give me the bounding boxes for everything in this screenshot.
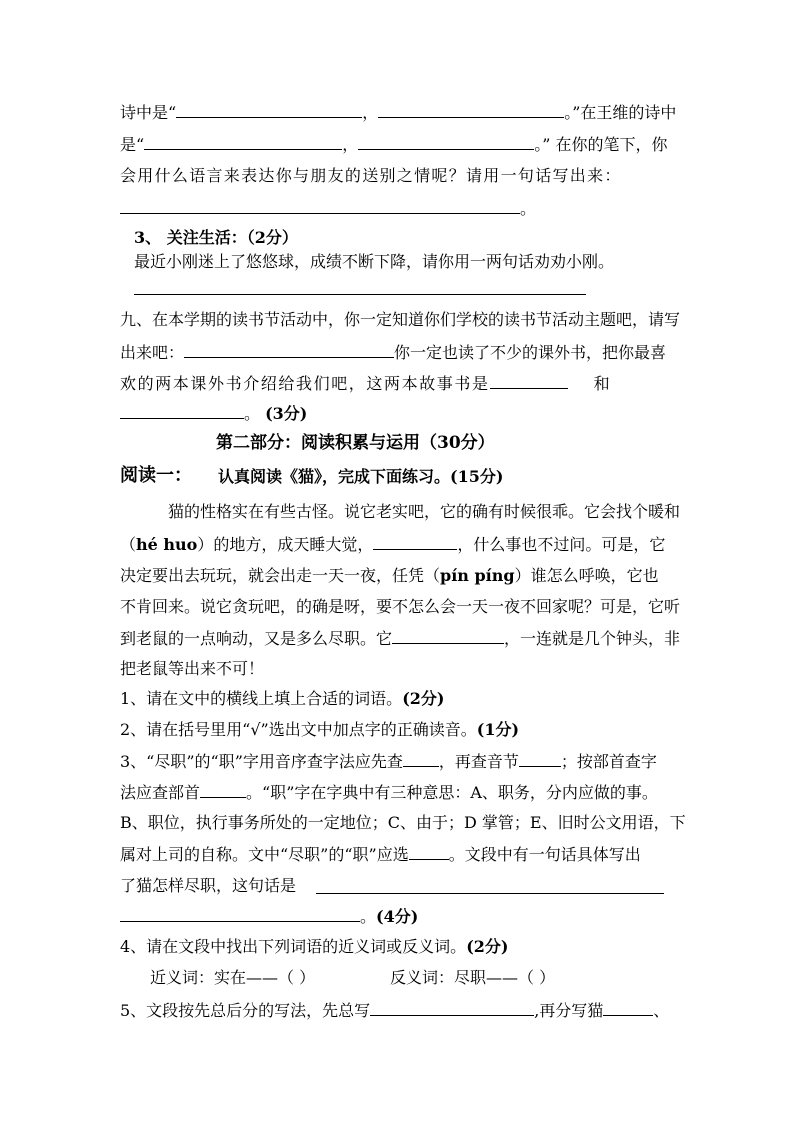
passage-line6: 把老鼠等出来不可！ — [120, 659, 265, 678]
answer-line[interactable] — [134, 294, 586, 295]
question-4-synonym: 近义词：实在——（ ） — [150, 968, 316, 987]
q8-line3: 会用什么语言来表达你与朋友的送别之情呢？请用一句话写出来： — [120, 166, 622, 185]
text: 、 — [653, 1001, 670, 1020]
text: 九、在本学期的读书节活动中，你一定知道你们学校的读书节活动主题吧，请写 — [120, 310, 681, 329]
answer-blank[interactable] — [370, 1000, 534, 1016]
score: (4分) — [376, 907, 419, 926]
text: ，什么事也不过问。可是，它 — [457, 535, 666, 554]
answer-blank[interactable] — [120, 906, 360, 922]
text: ；按部首查字 — [560, 752, 657, 771]
text: 。 — [520, 199, 537, 218]
text: ,再分写猫 — [534, 1001, 604, 1020]
q9-line3 — [120, 373, 611, 394]
score: (3分) — [265, 404, 308, 423]
text: ， — [362, 103, 379, 122]
q8-line4 — [120, 198, 536, 219]
passage-line3 — [120, 566, 659, 586]
text: ）谁怎么呼唤，它也 — [514, 566, 659, 585]
answer-blank[interactable] — [409, 844, 449, 860]
text: ，一连就是几个钟头，非 — [504, 629, 681, 648]
text: 出来吧： — [120, 343, 185, 362]
question-4-antonym: 反义词：尽职——（ ） — [390, 968, 556, 987]
passage-line1: 猫的性格实在有些古怪。说它老实吧，它的确有时候很乖。它会找个暖和 — [168, 502, 681, 521]
answer-blank[interactable] — [200, 782, 246, 798]
q9-line4 — [120, 403, 307, 424]
question-5 — [120, 1000, 669, 1021]
q3-text: 最近小刚迷上了悠悠球，成绩不断下降，请你用一两句话劝劝小刚。 — [134, 252, 615, 271]
reading1-instruction: 认真阅读《猫》，完成下面练习。(15分) — [218, 467, 504, 486]
text: 诗中是“ — [120, 103, 177, 122]
text: ）的地方，成天睡大觉， — [197, 535, 374, 554]
passage-line4: 不肯回来。说它贪玩吧，的确是呀，要不怎么会一天一夜不回家呢？可是，它听 — [120, 597, 681, 616]
question-3-line2 — [120, 782, 658, 803]
question-3-line5 — [120, 876, 296, 896]
text: 决定要出去玩玩，就会出走一天一夜，任凭（ — [120, 566, 441, 585]
text: 了猫怎样尽职，这句话是 — [120, 876, 297, 895]
text: 。 — [360, 907, 377, 926]
text: 4、请在文段中找出下列词语的近义词或反义词。 — [120, 937, 467, 956]
question-3-line4 — [120, 844, 641, 865]
answer-blank[interactable] — [144, 134, 342, 150]
q9-line1 — [120, 310, 680, 330]
text: 你一定也读了不少的课外书，把你最喜 — [394, 343, 667, 362]
score: (2分) — [466, 937, 509, 956]
passage-line5 — [120, 628, 680, 649]
text: 1、请在文中的横线上填上合适的词语。 — [120, 689, 403, 708]
answer-blank[interactable] — [176, 102, 362, 118]
text: ， — [342, 135, 359, 154]
text: 。 — [244, 404, 266, 423]
text: 。”在王维的诗中 — [564, 103, 677, 122]
text: ，再查音节 — [438, 752, 519, 771]
answer-blank[interactable] — [373, 534, 457, 550]
answer-blank[interactable] — [120, 403, 244, 419]
pinyin-hehuo: hé huo — [136, 535, 198, 554]
text: 5、文段按先总后分的写法，先总写 — [120, 1001, 371, 1020]
score: (1分) — [476, 720, 520, 739]
pinyin-pinping: pín píng — [440, 566, 515, 585]
answer-blank[interactable] — [519, 751, 561, 767]
score: (2分) — [402, 689, 445, 708]
question-3-line6 — [120, 906, 418, 927]
question-1 — [120, 689, 444, 709]
question-2 — [120, 720, 519, 740]
answer-blank[interactable] — [490, 373, 568, 389]
q9-line2 — [120, 342, 666, 363]
text: 法应查部首 — [120, 783, 201, 802]
question-3-line3: B、职位，执行事务所处的一定地位；C、由于；D 掌管；E、旧时公文用语，下 — [120, 813, 686, 832]
text: 到老鼠的一点响动，又是多么尽职。它 — [120, 629, 393, 648]
part2-title: 第二部分：阅读积累与运用（30分） — [216, 433, 495, 453]
answer-line[interactable] — [316, 893, 664, 894]
question-3-line1 — [120, 751, 657, 772]
text: 欢的两本课外书介绍给我们吧，这两本故事书是 — [120, 374, 490, 393]
text: 和 — [593, 374, 612, 393]
answer-blank[interactable] — [603, 1000, 653, 1016]
answer-blank[interactable] — [184, 342, 394, 358]
reading1-label: 阅读一： — [120, 465, 192, 486]
text: 2、请在括号里用“√”选出文中加点字的正确读音。 — [120, 720, 477, 739]
q3-title: 3、 关注生活：（2分） — [134, 228, 298, 247]
text: 3、“尽职”的“职”字用音序查字法应先查 — [120, 752, 403, 771]
question-4 — [120, 937, 508, 957]
answer-blank[interactable] — [358, 134, 534, 150]
answer-blank[interactable] — [120, 198, 520, 214]
q8-line2 — [120, 134, 667, 155]
text: 属对上司的自称。文中“尽职”的“职”应选 — [120, 845, 409, 864]
text: （ — [120, 535, 137, 554]
q8-line1 — [120, 102, 676, 123]
answer-blank[interactable] — [403, 751, 439, 767]
answer-blank[interactable] — [392, 628, 504, 644]
text: 。文段中有一句话具体写出 — [448, 845, 641, 864]
text: 。” 在你的笔下，你 — [534, 135, 668, 154]
answer-blank[interactable] — [378, 102, 564, 118]
text: 。“职”字在字典中有三种意思：A、职务，分内应做的事。 — [246, 783, 658, 802]
passage-line2 — [120, 534, 665, 555]
text: 是“ — [120, 135, 145, 154]
